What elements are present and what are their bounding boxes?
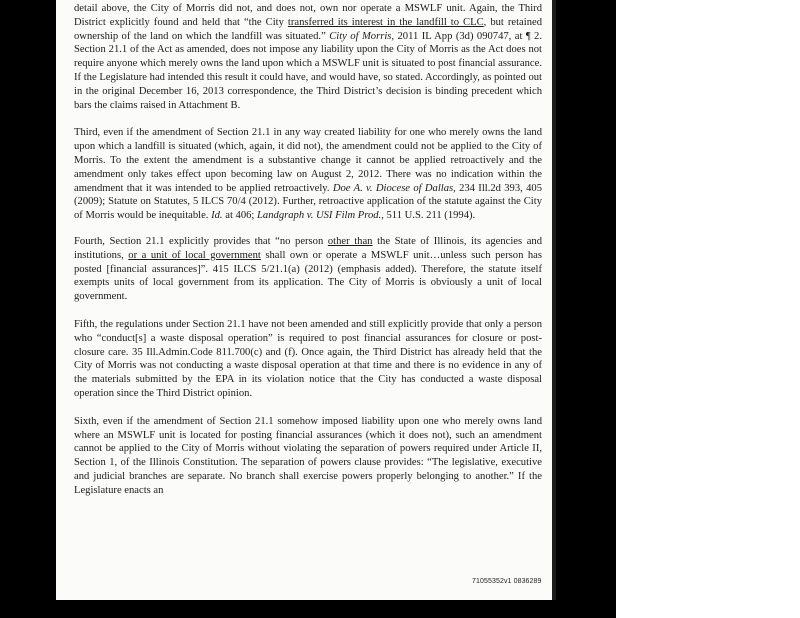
underlined-text: other than bbox=[327, 235, 373, 247]
body-text: detail above, the City of Morris did not, and does not, own nor operate a MSWLF unit. Again, the Third District explicitly found and held that “the City bbox=[74, 3, 542, 28]
paragraph-fourth-local-government bbox=[74, 235, 542, 304]
page-edge bbox=[552, 0, 556, 600]
body-text: Fifth, the regulations under Section 21.1 have not been amended and still explicitly provide that only a person who “conduct[s] a waste disposal operation” is required to post financial assurances for closure or post-closure care. 35 Ill.Admin.Code 811.700(c) and (f). Once again, the Third District has already held that the City of Morris was not conducting a waste disposal operation at that time and there is no evidence in any of the materials submitted by the EPA in its violation notice that the City has conducted a waste disposal operation since the Third District opinion. bbox=[74, 318, 542, 399]
citation-text: Doe A. v. Diocese of Dallas, bbox=[332, 182, 456, 194]
paragraph-city-ownership bbox=[74, 2, 542, 112]
body-text: shall own or operate a MSWLF unit…unless such person has posted [financial assurances]”. 415 ILCS 5/21.1(a) (2012) (emphasis added). Therefore, the statute itself exempts units of local government from its application. The City of Morris is obviously a unit of local government. bbox=[74, 249, 543, 303]
body-text: 234 Ill.2d 393, 405 (2009); Statute on Statutes, 5 ILCS 70/4 (2012). Further, retroactive application of the statute against the City of Morris would be inequitable. bbox=[74, 182, 542, 222]
paragraph-fifth-regulations bbox=[74, 318, 542, 401]
body-text: Sixth, even if the amendment of Section 21.1 somehow imposed liability upon one who merely owns land where an MSWLF unit is located for posting financial assurances (which it does not), such an amendment cannot be applied to the City of Morris without violating the separation of powers required under Article II, Section 1, of the Illinois Constitution. The separation of powers clause provides: “The legislative, executive and judicial branches are separate. No branch shall exercise powers properly belonging to another.” If the Legislature enacts an bbox=[74, 415, 542, 496]
page-text bbox=[74, 2, 542, 512]
paragraph-sixth-separation-of-powers bbox=[74, 415, 542, 498]
body-text: 511 U.S. 211 (1994). bbox=[383, 210, 476, 222]
body-text: the State of Illinois, its agencies and institutions, bbox=[74, 235, 543, 261]
citation-text: Id. bbox=[211, 210, 223, 222]
body-text: at 406; bbox=[222, 210, 258, 222]
citation-text: Landgraph v. USI Film Prod., bbox=[257, 210, 384, 222]
paragraph-third-retroactivity bbox=[74, 126, 542, 223]
underlined-text: or a unit of local government bbox=[128, 249, 261, 261]
citation-text: City of Morris, bbox=[329, 30, 395, 42]
body-text: Third, even if the amendment of Section 21.1 in any way created liability for one who merely owns the land upon which a landfill is situated (which, again, it did not), the amendment could not be applied to the City of Morris. To the extent the amendment is a substantive change it cannot be applied retroactively and the amendment only takes effect upon becoming law on August 2, 2012. There was no indication within the amendment that it was intended to be applied retroactively. bbox=[74, 127, 542, 194]
body-text: 2011 IL App (3d) 090747, at ¶ 2. Section 21.1 of the Act as amended, does not impose any liability upon the City of Morris as the Act does not require anyone which merely owns the land upon which a MSWLF unit is situated to post financial assurance. If the Legislature had intended this result it could have, and would have, so stated. Accordingly, as pointed out in the original December 16, 2013 correspondence, the Third District’s decision is binding precedent which bars the claims raised in Attachment B. bbox=[74, 30, 543, 111]
document-id-footer: 71055352v1 0836289 bbox=[472, 578, 542, 585]
body-text: , but retained ownership of the land on which the landfill was situated.” bbox=[74, 16, 542, 42]
body-text: Fourth, Section 21.1 explicitly provides that “no person bbox=[74, 235, 328, 247]
underlined-text: transferred its interest in the landfill to CLC bbox=[287, 16, 484, 28]
